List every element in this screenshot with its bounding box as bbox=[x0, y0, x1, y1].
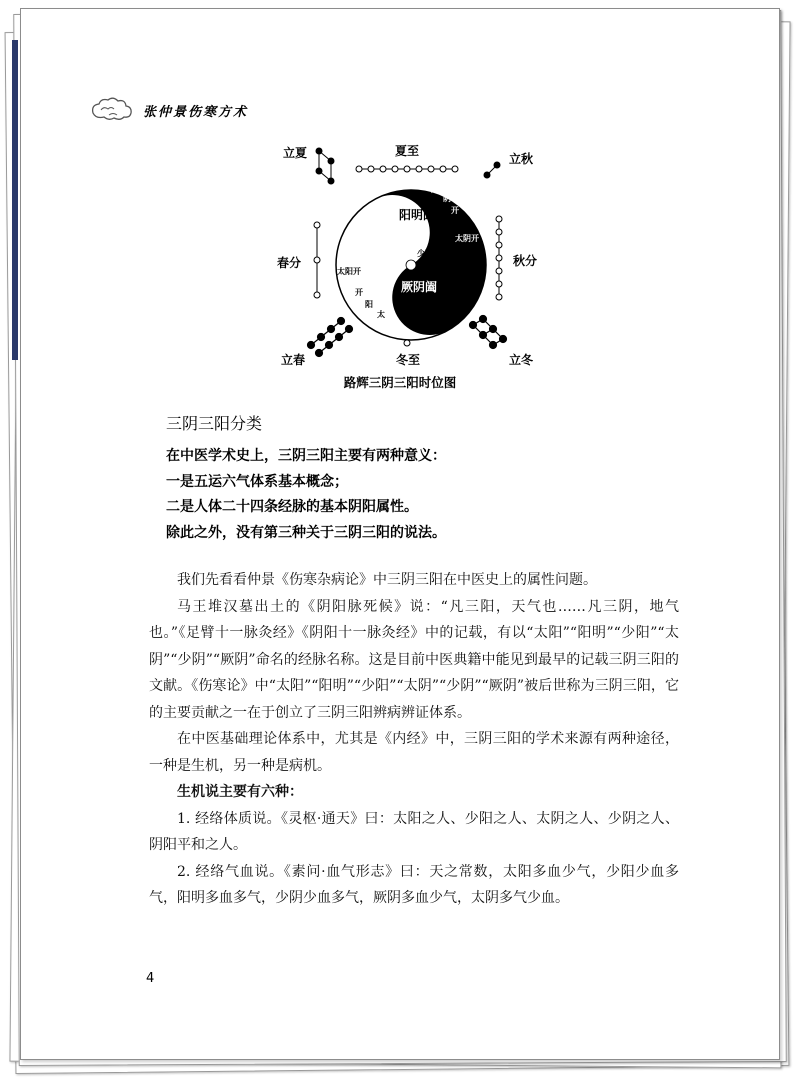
body-paragraph: 我们先看看仲景《伤寒杂病论》中三阴三阳在中医史上的属性问题。 bbox=[177, 572, 597, 588]
label-lixia: 立夏 bbox=[283, 146, 308, 160]
qiufen-luoshu-dots bbox=[496, 216, 502, 300]
label-qiufen: 秋分 bbox=[513, 254, 538, 268]
body-paragraph: 1. 经络体质说。《灵枢·通天》曰：太阳之人、少阳之人、太阴之人、少阴之人、阴阳平和之人。 bbox=[149, 810, 679, 853]
body-text bbox=[149, 567, 679, 912]
label-jueyin-he: 厥阴阖 bbox=[401, 280, 438, 294]
label-yang-bottom: 阳 bbox=[365, 300, 373, 309]
section-intro bbox=[166, 444, 686, 546]
label-xiazhi: 夏至 bbox=[395, 144, 420, 158]
section-heading: 三阴三阳分类 bbox=[166, 414, 263, 433]
body-paragraph: 在中医基础理论体系中，尤其是《内经》中，三阴三阳的学术来源有两种途径，一种是生机，另一种是病机。 bbox=[149, 731, 679, 774]
lidong-luoshu-dots bbox=[470, 316, 507, 349]
dongzhi-luoshu-dot bbox=[404, 340, 410, 346]
xiazhi-hetu-dots bbox=[356, 166, 458, 172]
intro-line: 除此之外，没有第三种关于三阴三阳的说法。 bbox=[166, 524, 446, 541]
label-yangming-he: 阳明阖 bbox=[399, 208, 436, 222]
cloud-ornament-icon bbox=[89, 97, 137, 123]
yang-dot bbox=[397, 237, 405, 245]
label-lidong: 立冬 bbox=[509, 353, 534, 367]
label-taiyin-kai: 太阴开 bbox=[455, 234, 479, 243]
label-shaoyang-shu: 少阳枢 bbox=[369, 244, 393, 253]
running-header bbox=[89, 97, 248, 123]
label-kai-top: 开 bbox=[451, 206, 459, 215]
center-dot bbox=[406, 260, 416, 270]
label-lichun: 立春 bbox=[281, 353, 306, 367]
book-page bbox=[20, 8, 780, 1060]
label-yin-top: 阴 bbox=[443, 194, 451, 203]
lichun-luoshu-dots bbox=[308, 318, 353, 357]
liqiu-luoshu-dots bbox=[484, 162, 500, 178]
yin-yang-time-diagram bbox=[251, 135, 571, 395]
body-paragraph: 马王堆汉墓出土的《阴阳脉死候》说：“凡三阳，天气也……凡三阴，地气也。”《足臂十一脉灸经》《阴阳十一脉灸经》中的记载，有以“太阳”“阳明”“少阳”“太阴”“少阴”“厥阴”命名的经脉名称。这是目前中医典籍中能见到最早的记载三阴三阳的文献。《伤寒论》中“太阳”“阳明”“少阳”“太阴”“少阴”“厥阴”被后世称为三阴三阳，它的主要贡献之一在于创立了三阴三阳辨病辨证体系。 bbox=[149, 598, 679, 721]
label-shaoyin-shu: 少阴枢 bbox=[417, 249, 441, 258]
label-tai-top: 太 bbox=[431, 185, 439, 194]
label-kai-bottom: 开 bbox=[355, 288, 363, 297]
body-subheading: 生机说主要有六种： bbox=[177, 784, 303, 800]
book-title: 张仲景伤寒方术 bbox=[143, 104, 249, 120]
label-dongzhi: 冬至 bbox=[396, 353, 421, 367]
label-tai-bottom: 太 bbox=[377, 310, 385, 319]
body-paragraph: 2. 经络气血说。《素问·血气形志》曰：天之常数，太阳多血少气，少阳少血多气，阳明多血多气，少阴少血多气，厥阴多血少气，太阴多气少血。 bbox=[149, 863, 679, 906]
diagram-caption: 路辉三阴三阳时位图 bbox=[343, 375, 457, 390]
lixia-luoshu-dots bbox=[316, 148, 334, 184]
page-number: 4 bbox=[146, 971, 155, 986]
intro-line: 一是五运六气体系基本概念； bbox=[166, 473, 348, 490]
book-edge-blue bbox=[12, 40, 18, 360]
label-liqiu: 立秋 bbox=[509, 152, 534, 166]
intro-line: 二是人体二十四条经脉的基本阴阳属性。 bbox=[166, 499, 418, 515]
chunfen-luoshu-dots bbox=[314, 222, 320, 298]
label-chunfen: 春分 bbox=[277, 256, 302, 270]
label-taiyang-kai: 太阳开 bbox=[337, 267, 361, 276]
intro-line: 在中医学术史上，三阴三阳主要有两种意义： bbox=[166, 448, 446, 464]
